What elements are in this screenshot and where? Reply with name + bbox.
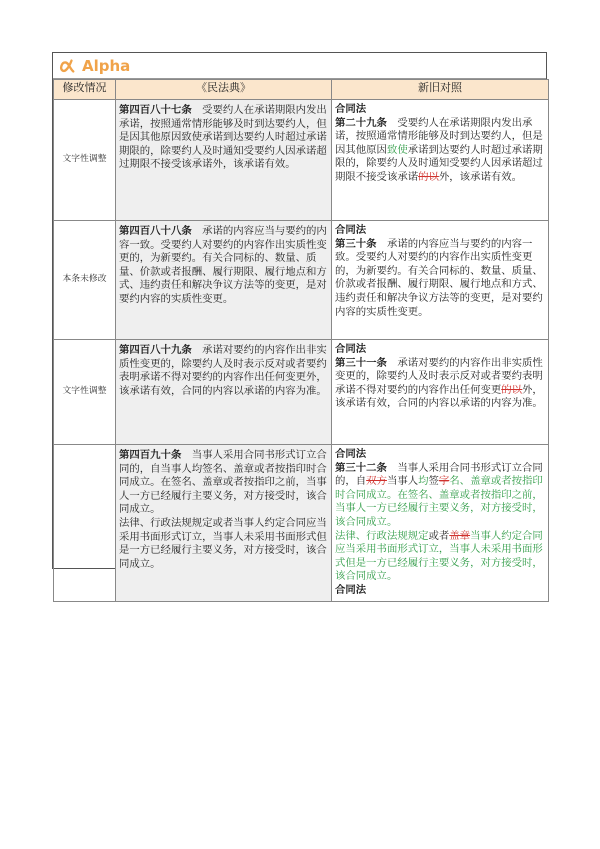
deleted-text: 字 bbox=[438, 475, 450, 488]
old-law-cell bbox=[332, 340, 549, 445]
law-name: 合同法 bbox=[335, 448, 367, 460]
added-text: 致使 bbox=[386, 143, 408, 156]
status-cell bbox=[54, 445, 116, 602]
article-title: 第四百九十条 bbox=[119, 449, 182, 461]
added-text: 当事人约定合同应当采用书面形式订立，当事人未采用书面形式但是一方已经履行主要义务，对方接受时，该合同成立。 bbox=[335, 529, 543, 583]
article-text: 承诺对要约的内容作出非实质性变更的，除要约人及时表示反对或者要约表明承诺不得对要约的内容作出任何变更外，该承诺有效，合同的内容以承诺的内容为准。 bbox=[119, 344, 327, 397]
deleted-text: 的以 bbox=[501, 383, 523, 396]
article-text: 受要约人在承诺期限内发出承诺，按照通常情形能够及时到达要约人，但是因其他原因 bbox=[335, 116, 543, 156]
deleted-text: 的以 bbox=[418, 170, 439, 183]
alpha-logo-icon bbox=[58, 57, 76, 75]
law-name: 合同法 bbox=[335, 224, 367, 236]
article-title: 第三十一条 bbox=[335, 356, 387, 369]
civil-code-cell bbox=[116, 100, 332, 221]
table-row bbox=[54, 221, 549, 340]
article-title: 第四百八十九条 bbox=[119, 344, 192, 356]
article-text: 当事人 bbox=[386, 475, 419, 488]
article-text: 承诺的内容应当与要约的内容一致。受要约人对要约的内容作出实质性变更的，为新要约。有关合同标的、数量、质量、价款或者报酬、履行期限、履行地点和方式、违约责任和解决争议方法等的变更，是对要约内容的实质性变更。 bbox=[119, 225, 327, 305]
header-old-new: 新旧对照 bbox=[332, 80, 549, 100]
article-text: 当事人采用合同书形式订立合同的，自当事人均签名、盖章或者按指印时合同成立。在签名、盖章或者按指印之前，当事人一方已经履行主要义务，对方接受时，该合同成立。 bbox=[119, 449, 327, 516]
status-cell: 文字性调整 bbox=[54, 340, 116, 445]
added-text: 法律、行政法规规定 bbox=[335, 529, 429, 542]
added-text: 名、盖章或者按指印时合同成立。在签名、盖章或者按指印之前，当事人一方已经履行主要义务，对方接受时，该合同成立。 bbox=[335, 475, 543, 528]
article-text: 承诺到达要约人时超过承诺期限的，除要约人及时通知受要约人因承诺超过期限不接受该承诺 bbox=[335, 143, 543, 183]
table-header-row bbox=[54, 80, 549, 100]
added-text: 均 bbox=[418, 475, 429, 488]
header-status: 修改情况 bbox=[54, 80, 116, 100]
civil-code-cell bbox=[116, 340, 332, 445]
law-name: 合同法 bbox=[335, 583, 367, 596]
deleted-text: 双方 bbox=[366, 475, 387, 488]
table-row bbox=[54, 100, 549, 221]
article-title: 第三十条 bbox=[335, 237, 377, 250]
article-text: 外，该承诺有效。 bbox=[438, 170, 523, 183]
status-cell: 文字性调整 bbox=[54, 100, 116, 221]
old-law-cell bbox=[332, 221, 549, 340]
brand-header bbox=[53, 53, 546, 79]
article-text: 承诺对要约的内容作出非实质性变更的，除要约人及时表示反对或者要约表明承诺不得对要约的内容作出任何变更 bbox=[335, 356, 543, 396]
article-text: 受要约人在承诺期限内发出承诺，按照通常情形能够及时到达要约人，但是因其他原因致使承诺到达要约人时超过承诺期限的，除要约人及时通知受要约人因承诺超过期限不接受该承诺外，该承诺有效。 bbox=[119, 104, 327, 171]
deleted-text: 盖章 bbox=[449, 529, 471, 542]
status-cell: 本条未修改 bbox=[54, 221, 116, 340]
article-title: 第三十二条 bbox=[335, 461, 387, 474]
article-text: 法律、行政法规规定或者当事人约定合同应当采用书面形式订立，当事人未采用书面形式但是一方已经履行主要义务，对方接受时，该合同成立。 bbox=[119, 516, 327, 570]
law-name: 合同法 bbox=[335, 103, 367, 115]
header-civil-code: 《民法典》 bbox=[116, 80, 332, 100]
article-title: 第四百八十八条 bbox=[119, 225, 192, 237]
article-title: 第四百八十七条 bbox=[119, 104, 192, 116]
brand-name: Alpha bbox=[82, 56, 131, 75]
document-page bbox=[52, 52, 547, 596]
article-title: 第二十九条 bbox=[335, 116, 387, 129]
article-text: 当事人采用合同书形式订立合同的，自 bbox=[335, 461, 543, 488]
table-row bbox=[54, 340, 549, 445]
civil-code-cell bbox=[116, 221, 332, 340]
table-row bbox=[54, 445, 549, 602]
article-text: 签 bbox=[428, 475, 439, 488]
article-text: 或者 bbox=[428, 529, 450, 542]
law-name: 合同法 bbox=[335, 343, 367, 355]
article-text: 外，该承诺有效，合同的内容以承诺的内容为准。 bbox=[335, 383, 543, 410]
old-law-cell bbox=[332, 100, 549, 221]
comparison-table bbox=[53, 79, 549, 602]
old-law-cell bbox=[332, 445, 549, 602]
article-text: 承诺的内容应当与要约的内容一致。受要约人对要约的内容作出实质性变更的，为新要约。有关合同标的、数量、质量、价款或者报酬、履行期限、履行地点和方式、违约责任和解决争议方法等的变更，是对要约内容的实质性变更。 bbox=[335, 237, 543, 318]
civil-code-cell bbox=[116, 445, 332, 602]
